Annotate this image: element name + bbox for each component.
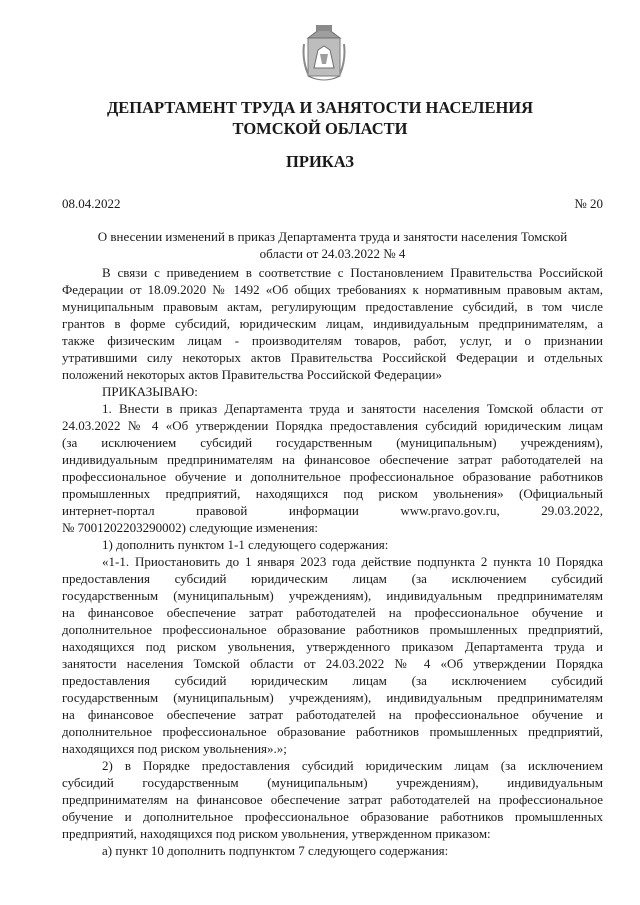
body-line: субсидий государственным (муниципальным) учреждениям), индивидуальным — [62, 775, 603, 790]
body-line: 2) в Порядке предоставления субсидий юридическим лицам (за исключением — [102, 758, 603, 773]
body-line: В связи с приведением в соответствие с Постановлением Правительства Российской — [102, 265, 603, 280]
department-title-line2: ТОМСКОЙ ОБЛАСТИ — [232, 119, 408, 138]
body-line: находящихся под риском увольнения».»; — [62, 741, 287, 756]
body-line: дополнительное профессиональное образование работников промышленных предприятий, — [62, 724, 603, 739]
body-line: занятости населения Томской области от 24.03.2022 № 4 «Об утверждении Порядка — [62, 656, 603, 671]
order-date: 08.04.2022 — [62, 196, 121, 211]
order-body-text — [62, 264, 603, 859]
body-line: профессиональное обучение и дополнительное профессиональное образование работников — [62, 469, 603, 484]
body-line: 1) дополнить пунктом 1-1 следующего содержания: — [102, 537, 389, 552]
order-directive: ПРИКАЗЫВАЮ: — [102, 384, 198, 399]
department-title-line1: ДЕПАРТАМЕНТ ТРУДА И ЗАНЯТОСТИ НАСЕЛЕНИЯ — [106, 98, 534, 117]
body-line: «1-1. Приостановить до 1 января 2023 года действие подпункта 2 пункта 10 Порядка — [102, 554, 603, 569]
body-line: 24.03.2022 № 4 «Об утверждении Порядка предоставления субсидий юридическим лицам — [62, 418, 603, 433]
body-line: дополнительное профессиональное образование работников промышленных предприятий, — [62, 622, 603, 637]
body-line: промышленных предприятий, находящихся под риском увольнения» (Официальный — [62, 486, 603, 501]
body-line: государственным (муниципальным) учреждениям), индивидуальным предпринимателям — [62, 588, 603, 603]
body-line: предоставления субсидий юридическим лицам (за исключением субсидий — [62, 673, 603, 688]
body-line: а) пункт 10 дополнить подпунктом 7 следующего содержания: — [102, 843, 449, 858]
body-line: 1. Внести в приказ Департамента труда и занятости населения Томской области от — [102, 401, 603, 416]
body-line: на финансовое обеспечение затрат работодателей на профессиональное обучение и — [62, 707, 603, 722]
body-line: (за исключением субсидий государственным (муниципальным) учреждениям), — [62, 435, 603, 450]
body-line: Федерации от 18.09.2020 № 1492 «Об общих требованиях к нормативным правовым актам, — [62, 282, 603, 297]
subject-line: О внесении изменений в приказ Департамента труда и занятости населения Томской — [97, 229, 568, 244]
body-line: государственным (муниципальным) учреждениям), индивидуальным предпринимателям — [62, 690, 603, 705]
subject-line: области от 24.03.2022 № 4 — [259, 246, 406, 261]
document-type-heading: ПРИКАЗ — [286, 152, 354, 171]
body-line: находящихся под риском увольнения, утвержденного приказом Департамента труда и — [62, 639, 603, 654]
order-number: № 20 — [574, 196, 603, 211]
body-line: индивидуальным предпринимателям на финансовое обеспечение затрат работодателей на — [62, 452, 603, 467]
body-line: утратившими силу некоторых актов Правительства Российской Федерации и отдельных — [62, 350, 603, 365]
body-line: интернет-портал правовой информации www.pravo.gov.ru, 29.03.2022, — [62, 503, 603, 518]
body-line: грантов в форме субсидий, юридическим лицам, индивидуальным предпринимателям, а — [62, 316, 603, 331]
body-line: предприятий, находящихся под риском увольнения, утвержденном приказом: — [62, 826, 491, 841]
body-line: на финансовое обеспечение затрат работодателей на профессиональное обучение и — [62, 605, 603, 620]
body-line: муниципальным правовым актам, регулирующим предоставление субсидий, в том числе — [62, 299, 603, 314]
body-line: № 7001202203290002) следующие изменения: — [62, 520, 319, 535]
body-line: также физическим лицам - производителям товаров, работ, услуг, и о признании — [62, 333, 603, 348]
body-line: предоставления субсидий юридическим лицам (за исключением субсидий — [62, 571, 603, 586]
tomsk-region-coat-of-arms-icon — [302, 24, 346, 82]
order-subject — [62, 228, 603, 262]
body-line: обучение и дополнительное профессиональное образование работников промышленных — [62, 809, 603, 824]
body-line: предпринимателям на финансовое обеспечение затрат работодателей на профессиональное — [62, 792, 603, 807]
body-line: положений некоторых актов Правительства Российской Федерации» — [62, 367, 442, 382]
